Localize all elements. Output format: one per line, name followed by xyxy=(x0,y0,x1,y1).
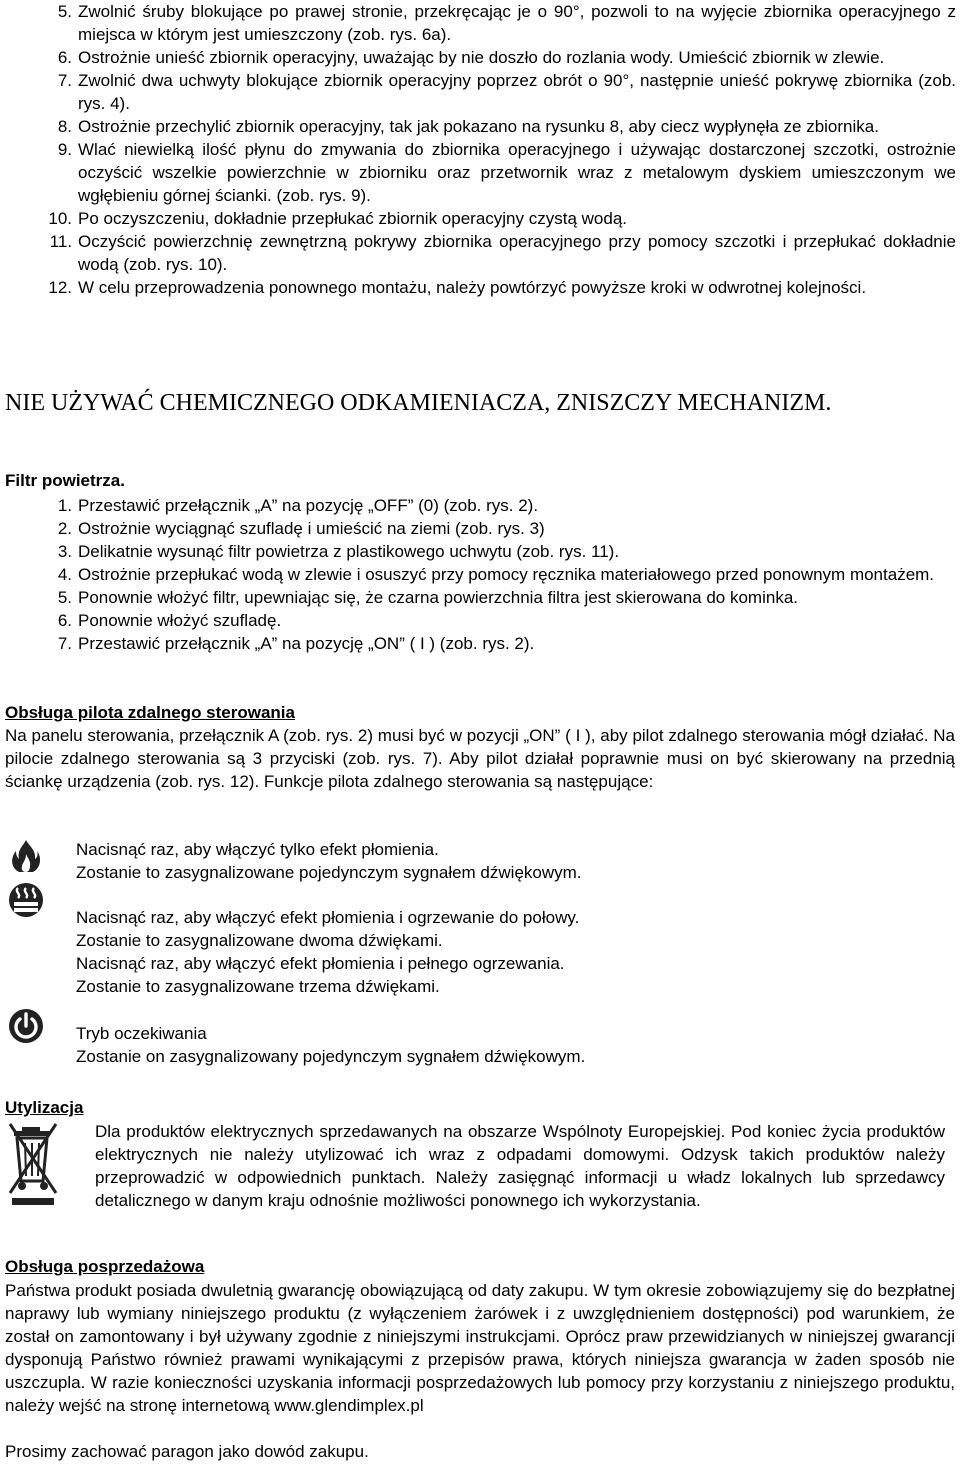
service-closing: Prosimy zachować paragon jako dowód zakupu. xyxy=(5,1442,369,1461)
list-item: 5. Zwolnić śruby blokujące po prawej stronie, przekręcając je o 90°, pozwoli to na wyjęcie zbiornika operacyjnego z miejsca w którym jest umieszczony (zob. rys. 6a). xyxy=(57,2,956,44)
step-text: Ponownie włożyć szufladę. xyxy=(78,611,282,630)
step-text: Przestawić przełącznik „A” na pozycję „ON” ( I ) (zob. rys. 2). xyxy=(78,634,535,653)
remote-intro: Na panelu sterowania, przełącznik A (zob. rys. 2) musi być w pozycji „ON” ( I ), aby pilot zdalnego sterowania mógł działać. Na pilocie zdalnego sterowania są 3 przyciski (zob. rys. 7). Aby pilot działał poprawnie musi on być skierowany na przednią ściankę urządzenia (zob. rys. 12). Funkcje pilota zdalnego sterowania są następujące: xyxy=(5,726,955,791)
disposal-heading: Utylizacja xyxy=(5,1098,84,1117)
power-icon xyxy=(8,1008,44,1044)
heater-icon xyxy=(8,882,44,918)
step-text: Przestawić przełącznik „A” na pozycję „OFF” (0) (zob. rys. 2). xyxy=(78,496,539,515)
step-text: Ponownie włożyć filtr, upewniając się, że czarna powierzchnia filtra jest skierowana do kominka. xyxy=(78,588,799,607)
heat-line-4: Zostanie to zasygnalizowane trzema dźwiękami. xyxy=(76,977,440,996)
step-text: Ostrożnie przepłukać wodą w zlewie i osuszyć przy pomocy ręcznika materiałowego przed ponownym montażem. xyxy=(78,565,935,584)
step-text: Po oczyszczeniu, dokładnie przepłukać zbiornik operacyjny czystą wodą. xyxy=(78,209,627,228)
heat-line-1: Nacisnąć raz, aby włączyć efekt płomienia i ogrzewanie do połowy. xyxy=(76,908,580,927)
cleaning-steps-list xyxy=(0,0,956,299)
list-item: 1. Przestawić przełącznik „A” na pozycję „OFF” (0) (zob. rys. 2). xyxy=(57,496,539,515)
list-item: 9. Wlać niewielką ilość płynu do zmywania do zbiornika operacyjnego i używając dostarczonej szczotki, ostrożnie oczyścić wszelkie powierzchnie w zbiorniku oraz przetwornik wraz z metalowym dyskiem umieszczonym we wgłębieniu górnej ścianki. (zob. rys. 9). xyxy=(57,140,956,205)
flame-icon xyxy=(8,838,44,874)
flame-line-1: Nacisnąć raz, aby włączyć tylko efekt płomienia. xyxy=(76,840,439,859)
warning-text: NIE UŻYWAĆ CHEMICZNEGO ODKAMIENIACZA, ZNISZCZY MECHANIZM. xyxy=(5,390,832,416)
list-item: 8. Ostrożnie przechylić zbiornik operacyjny, tak jak pokazano na rysunku 8, aby ciecz wypłynęła ze zbiornika. xyxy=(57,117,879,136)
step-text: Zwolnić dwa uchwyty blokujące zbiornik operacyjny poprzez obrót o 90°, następnie unieść pokrywę zbiornika (zob. rys. 4). xyxy=(78,71,956,113)
disposal-text: Dla produktów elektrycznych sprzedawanych na obszarze Wspólnoty Europejskiej. Pod koniec życia produktów elektrycznych nie należy utylizować ich wraz z odpadami domowymi. Odzysk takich produktów należy przeprowadzić w odpowiednich punktach. Należy zasięgnąć informacji u władz lokalnych lub sprzedawcy detalicznego w danym kraju odnośnie możliwości ponownego ich wykorzystania. xyxy=(95,1122,945,1210)
step-text: Zwolnić śruby blokujące po prawej stronie, przekręcając je o 90°, pozwoli to na wyjęcie zbiornika operacyjnego z miejsca w którym jest umieszczony (zob. rys. 6a). xyxy=(78,2,956,44)
power-line-2: Zostanie on zasygnalizowany pojedynczym sygnałem dźwiękowym. xyxy=(76,1047,586,1066)
step-text: Oczyścić powierzchnię zewnętrzną pokrywy zbiornika operacyjnego przy pomocy szczotki i przepłukać dokładnie wodą (zob. rys. 10). xyxy=(78,232,956,274)
list-item: 2. Ostrożnie wyciągnąć szufladę i umieścić na ziemi (zob. rys. 3) xyxy=(57,519,545,538)
flame-line-2: Zostanie to zasygnalizowane pojedynczym sygnałem dźwiękowym. xyxy=(76,863,582,882)
filter-heading: Filtr powietrza. xyxy=(5,471,125,490)
step-text: Wlać niewielką ilość płynu do zmywania do zbiornika operacyjnego i używając dostarczonej szczotki, ostrożnie oczyścić wszelkie powierzchnie w zbiorniku oraz przetwornik wraz z metalowym dyskiem umieszczonym we wgłębieniu górnej ścianki. (zob. rys. 9). xyxy=(78,140,956,205)
step-text: Delikatnie wysunąć filtr powietrza z plastikowego uchwytu (zob. rys. 11). xyxy=(78,542,620,561)
list-item: 10. Po oczyszczeniu, dokładnie przepłukać zbiornik operacyjny czystą wodą. xyxy=(48,209,627,228)
list-item: 11. Oczyścić powierzchnię zewnętrzną pokrywy zbiornika operacyjnego przy pomocy szczotki i przepłukać dokładnie wodą (zob. rys. 10). xyxy=(49,232,956,274)
filter-steps-list xyxy=(0,494,956,655)
list-item: 12. W celu przeprowadzenia ponownego montażu, należy powtórzyć powyższe kroki w odwrotnej kolejności. xyxy=(48,278,867,297)
heat-line-2: Zostanie to zasygnalizowane dwoma dźwiękami. xyxy=(76,931,443,950)
remote-heading: Obsługa pilota zdalnego sterowania xyxy=(5,703,295,722)
list-item: 6. Ponownie włożyć szufladę. xyxy=(57,611,282,630)
step-text: Ostrożnie wyciągnąć szufladę i umieścić na ziemi (zob. rys. 3) xyxy=(78,519,545,538)
step-text: Ostrożnie unieść zbiornik operacyjny, uważając by nie doszło do rozlania wody. Umieścić zbiornik w zlewie. xyxy=(78,48,885,67)
power-line-1: Tryb oczekiwania xyxy=(76,1024,207,1043)
list-item: 4. Ostrożnie przepłukać wodą w zlewie i osuszyć przy pomocy ręcznika materiałowego przed ponownym montażem. xyxy=(57,565,935,584)
weee-crossed-bin-icon xyxy=(8,1121,60,1207)
list-item: 5. Ponownie włożyć filtr, upewniając się, że czarna powierzchnia filtra jest skierowana do kominka. xyxy=(57,588,799,607)
list-item: 6. Ostrożnie unieść zbiornik operacyjny, uważając by nie doszło do rozlania wody. Umieścić zbiornik w zlewie. xyxy=(57,48,885,67)
step-text: Ostrożnie przechylić zbiornik operacyjny, tak jak pokazano na rysunku 8, aby ciecz wypłynęła ze zbiornika. xyxy=(78,117,879,136)
list-item: 7. Zwolnić dwa uchwyty blokujące zbiornik operacyjny poprzez obrót o 90°, następnie unieść pokrywę zbiornika (zob. rys. 4). xyxy=(57,71,956,113)
list-item: 7. Przestawić przełącznik „A” na pozycję „ON” ( I ) (zob. rys. 2). xyxy=(57,634,535,653)
heat-line-3: Nacisnąć raz, aby włączyć efekt płomienia i pełnego ogrzewania. xyxy=(76,954,565,973)
service-text: Państwa produkt posiada dwuletnią gwarancję obowiązującą od daty zakupu. W tym okresie zobowiązujemy się do bezpłatnej naprawy lub wymiany niniejszego produktu (z wyłączeniem żarówek i z uwzględnieniem dostępności) pod warunkiem, że został on zamontowany i był używany zgodnie z niniejszymi instrukcjami. Oprócz praw przewidzianych w niniejszej gwarancji dysponują Państwo również prawami wynikającymi z przepisów prawa, których niniejsza gwarancja w żaden sposób nie uszczupla. W razie konieczności uzyskania informacji posprzedażowych lub pomocy przy korzystaniu z niniejszego produktu, należy wejść na stronę internetową www.glendimplex.pl xyxy=(5,1281,955,1415)
step-text: W celu przeprowadzenia ponownego montażu, należy powtórzyć powyższe kroki w odwrotnej kolejności. xyxy=(78,278,867,297)
service-heading: Obsługa posprzedażowa xyxy=(5,1257,205,1276)
list-item: 3. Delikatnie wysunąć filtr powietrza z plastikowego uchwytu (zob. rys. 11). xyxy=(57,542,620,561)
